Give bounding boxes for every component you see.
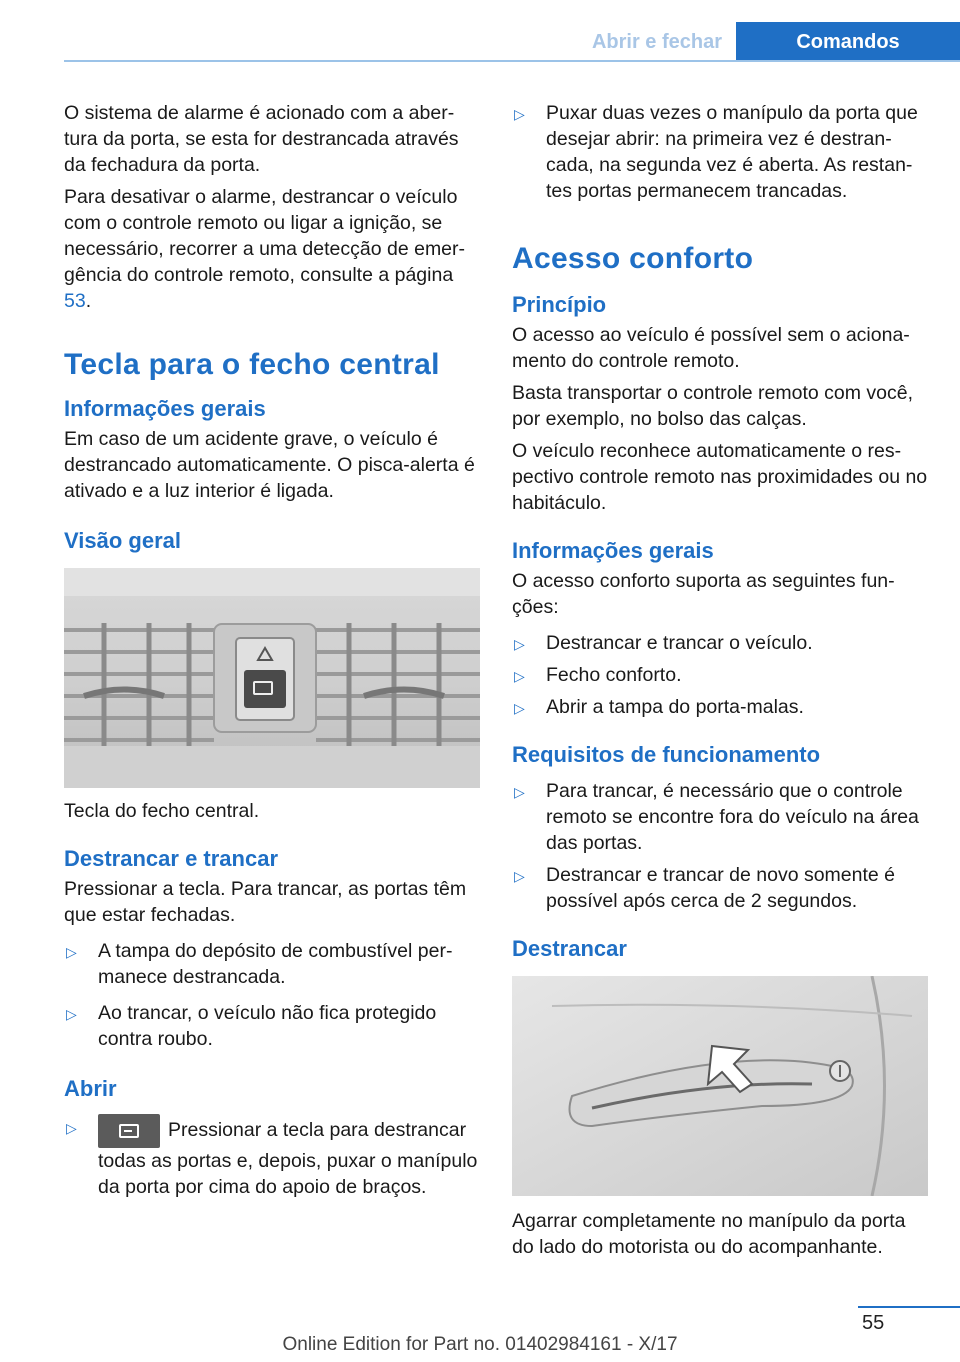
list-item: ▷ Abrir a tampa do porta-malas. xyxy=(512,694,928,720)
footer-rule xyxy=(858,1306,960,1308)
heading-info-gerais-right: Informações gerais xyxy=(512,538,714,563)
list-item xyxy=(64,1114,480,1200)
heading-destrancar: Destrancar xyxy=(512,936,627,961)
caption-door-handle: Agarrar completamente no manípulo da porta do lado do motorista ou do acompanhante. xyxy=(512,1210,906,1258)
list-item: ▷ Ao trancar, o veículo não fica protegido contra roubo. xyxy=(66,1002,437,1050)
crash-paragraph: Em caso de um acidente grave, o veículo é destrancado automaticamente. O pisca-alerta é ativado e a luz interior é ligada. xyxy=(64,428,475,502)
list-item: ▷ A tampa do depósito de combustível permanece destrancada. xyxy=(66,940,453,988)
bullet-triangle-icon: ▷ xyxy=(514,106,525,122)
central-lock-button-image xyxy=(64,568,480,788)
header-tab-comandos[interactable]: Comandos xyxy=(736,22,960,62)
header-rule xyxy=(64,60,960,62)
abrir-text: Pressionar a tecla para destrancar todas as portas e, depois, puxar o manípulo da porta por cima do apoio de braços. xyxy=(98,1119,478,1198)
section-title-central-lock: Tecla para o fecho central xyxy=(64,348,440,381)
principle-paragraph-3: O veículo reconhece automaticamente o respectivo controle remoto nas proximidades ou no habitáculo. xyxy=(512,440,928,514)
bullet-triangle-icon: ▷ xyxy=(66,1006,77,1022)
list-item: ▷ Fecho conforto. xyxy=(512,662,928,688)
unlock-key-icon xyxy=(98,1114,160,1148)
heading-info-gerais: Informações gerais xyxy=(64,396,266,421)
page-link[interactable]: 53 xyxy=(64,290,86,312)
principle-paragraph-2: Basta transportar o controle remoto com você, por exemplo, no bolso das calças. xyxy=(512,382,914,430)
heading-requisitos: Requisitos de funcionamento xyxy=(512,742,821,767)
bullet-triangle-icon: ▷ xyxy=(514,636,525,652)
heading-destrancar-trancar: Destrancar e trancar xyxy=(64,846,279,871)
functions-paragraph: O acesso conforto suporta as seguintes funções: xyxy=(512,570,895,618)
heading-abrir: Abrir xyxy=(64,1076,117,1101)
right-column xyxy=(512,100,928,1266)
footer-edition: Online Edition for Part no. 01402984161 - X/17 xyxy=(282,1334,678,1355)
deactivate-text: Para desativar o alarme, destrancar o veículo com o controle remoto ou ligar a ignição, se necessário, recorrer a uma detecção de emergência do controle remoto, consulte a página xyxy=(64,186,466,286)
list-item: ▷ Destrancar e trancar o veículo. xyxy=(512,630,928,656)
list-item: ▷ Para trancar, é necessário que o controle remoto se encontre fora do veículo na área das portas. xyxy=(514,780,919,854)
list-item: ▷ Destrancar e trancar de novo somente é possível após cerca de 2 segundos. xyxy=(514,864,896,912)
bullet-triangle-icon: ▷ xyxy=(66,944,77,960)
bullet-triangle-icon: ▷ xyxy=(514,668,525,684)
principle-paragraph-1: O acesso ao veículo é possível sem o acionamento do controle remoto. xyxy=(512,324,910,372)
heading-visao-geral: Visão geral xyxy=(64,528,181,553)
door-handle-image xyxy=(512,976,928,1196)
press-key-paragraph: Pressionar a tecla. Para trancar, as portas têm que estar fechadas. xyxy=(64,878,467,926)
page-number: 55 xyxy=(862,1312,885,1334)
caption-central-lock: Tecla do fecho central. xyxy=(64,800,260,822)
bullet-triangle-icon: ▷ xyxy=(514,784,525,800)
section-title-acesso-conforto: Acesso conforto xyxy=(512,242,754,275)
deactivate-paragraph: Para desativar o alarme, destrancar o veículo com o controle remoto ou ligar a ignição, se necessário, recorrer a uma detecção de emergência do controle remoto, consulte a página 53. xyxy=(64,186,466,312)
left-column xyxy=(64,100,480,1206)
heading-principio: Princípio xyxy=(512,292,607,317)
bullet-triangle-icon: ▷ xyxy=(514,868,525,884)
alarm-paragraph: O sistema de alarme é acionado com a abertura da porta, se esta for destrancada através da fechadura da porta. xyxy=(64,102,459,176)
bullet-triangle-icon: ▷ xyxy=(514,700,525,716)
header-tab-abrir-e-fechar[interactable]: Abrir e fechar xyxy=(591,30,723,53)
list-item: ▷ Puxar duas vezes o manípulo da porta que desejar abrir: na primeira vez é destrancada, na segunda vez é aberta. As restantes portas permanecem trancadas. xyxy=(514,102,918,202)
bullet-triangle-icon: ▷ xyxy=(66,1120,77,1136)
